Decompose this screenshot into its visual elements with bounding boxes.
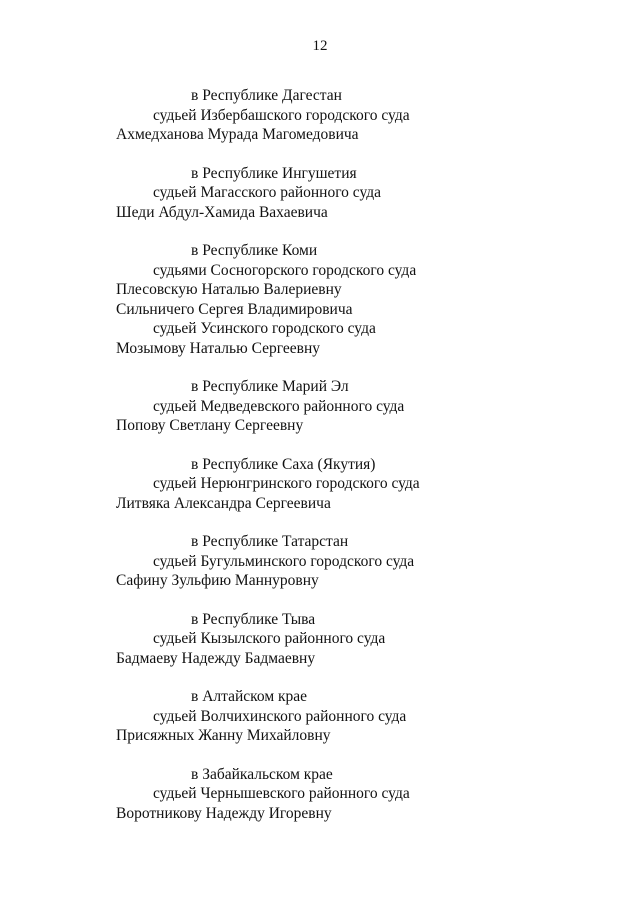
region-block [0,241,640,358]
court-line: судьей Усинского городского суда [153,320,376,337]
region-heading: в Алтайском крае [191,688,308,705]
court-line: судьей Кызылского районного суда [153,630,386,647]
judge-name: Шеди Абдул-Хамида Вахаевича [116,203,328,221]
judge-name: Воротникову Надежду Игоревну [116,804,332,822]
region-block [0,164,640,223]
judge-name: Присяжных Жанну Михайловну [116,727,331,744]
court-line: судьей Медведевского районного суда [153,397,405,415]
court-line: судьей Волчихинского районного суда [153,707,407,725]
appointments-list [0,86,640,842]
region-heading: в Республике Ингушетия [191,164,357,182]
region-heading: в Республике Татарстан [191,533,349,550]
judge-name: Ахмедханова Мурада Магомедовича [116,126,359,143]
judge-name: Мозымову Наталью Сергеевну [116,339,320,357]
region-block [0,765,640,824]
region-block [0,532,640,591]
region-heading: в Республике Тыва [191,610,316,628]
court-line: судьей Нерюнгринского городского суда [153,475,420,492]
court-line: судьями Сосногорского городского суда [153,261,417,279]
region-block [0,86,640,145]
region-heading: в Республике Марий Эл [191,378,349,395]
region-block [0,455,640,514]
judge-name: Бадмаеву Надежду Бадмаевну [116,649,316,667]
region-block [0,377,640,436]
court-line: судьей Чернышевского районного суда [153,785,410,802]
judge-name: Плесовскую Наталью Валериевну [116,281,342,298]
judge-name: Литвяка Александра Сергеевича [116,494,331,512]
court-line: судьей Магасского районного суда [153,184,382,201]
court-line: судьей Избербашского городского суда [153,106,410,124]
page-number: 12 [312,38,328,54]
court-line: судьей Бугульминского городского суда [153,552,415,570]
region-heading: в Республике Дагестан [191,87,342,104]
region-heading: в Республике Коми [191,242,318,259]
region-heading: в Забайкальском крае [191,765,333,783]
region-block [0,687,640,746]
region-heading: в Республике Саха (Якутия) [191,455,376,473]
region-block [0,610,640,669]
judge-name: Сафину Зульфию Маннуровну [116,572,319,589]
judge-name: Попову Светлану Сергеевну [116,417,304,434]
judge-name: Сильничего Сергея Владимировича [116,300,353,318]
